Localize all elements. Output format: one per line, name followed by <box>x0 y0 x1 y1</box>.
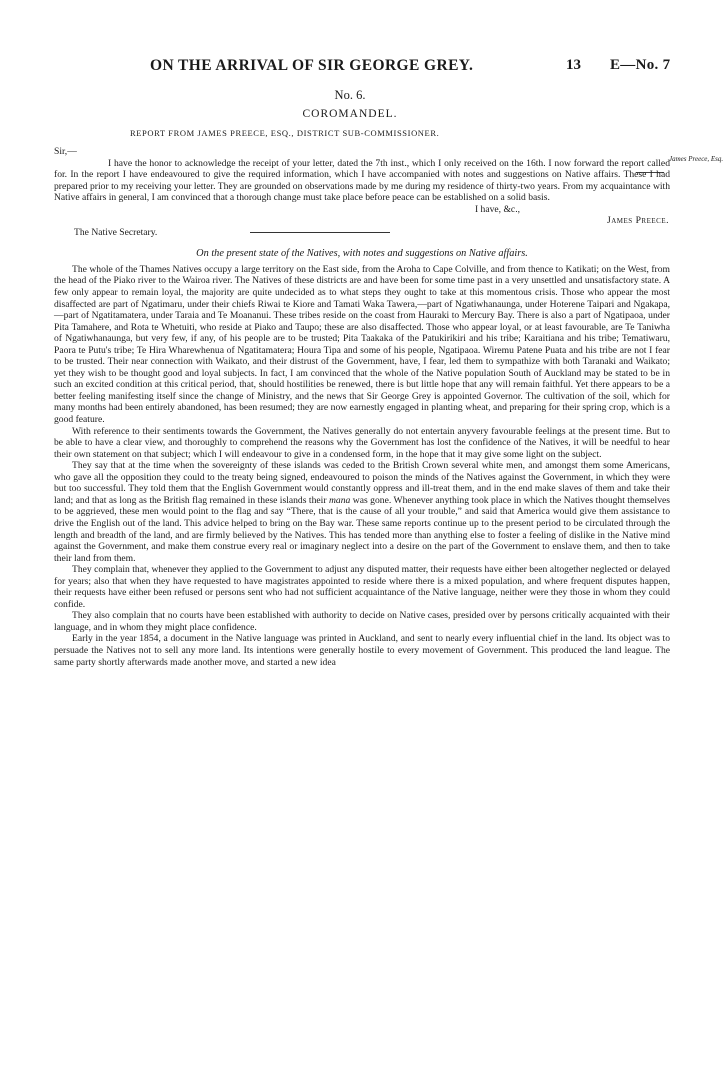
addressee: The Native Secretary. <box>74 226 158 238</box>
essay-paragraph-4: They complain that, whenever they applied to the Government to adjust any disputed matter, their requests have either been altogether neglected or delayed for years; also that when they have requested to have magistrates appointed to reside where there is a mixed population, and where frequent disputes happen, their requests have either been refused or persons sent who had not sufficient acquaintance of the Native language, neither were they those in whom they could confide. <box>54 564 670 610</box>
document-body <box>54 146 670 668</box>
essay-paragraph-3-mana: mana <box>328 494 351 506</box>
essay-paragraph-6: Early in the year 1854, a document in the Native language was printed in Auckland, and sent to nearly every influential chief in the land. Its object was to persuade the Natives not to sell any more land. Its intentions were generally hostile to every movement of Government. This produced the land league. The same party shortly afterwards made another move, and started a new idea <box>54 633 670 668</box>
essay-title: On the present state of the Natives, with notes and suggestions on Native affairs. <box>196 248 528 260</box>
essay-paragraph-3-part-1: They say that at the time when the sovereignty of these islands was ceded to the British Crown several white men, and amongst them some Americans, who gave all the opposition they could to the treaty being signed, endeavoured to poison the minds of the Natives against the Government, in which they were but too successful. They told them that the English Government would constantly oppress and ill-treat them, and in the end make slaves of them and take their land; and that as long as the British flag remained in these islands their <box>54 460 670 506</box>
essay-paragraph-2: With reference to their sentiments towards the Government, the Natives generally do not entertain anyvery favourable feelings at the present time. But to be able to have a clear view, and thoroughly to comprehend the reasons why the Government has lost the confidence of the Natives, it will be needful to hear their own statement on that subject; which I will endeavour to give in a condensed form, in the hope that it may give some light on the subject. <box>54 425 670 460</box>
document-number: No. 6. <box>334 88 366 102</box>
series-code: E—No. 7 <box>610 57 671 73</box>
margin-note: James Preece, Esq. <box>669 155 723 163</box>
letter-paragraph: I have the honor to acknowledge the receipt of your letter, dated the 7th inst., which I only received on the 16th. I now forward the report called for. In the report I have endeavoured to give the required information, which I have accompanied with notes and suggestions on Native affairs. These I had prepared prior to my receiving your letter. They are grounded on observations made by me during my residence of thirty-two years. From my acquaintance with Native affairs in general, I am convinced that a thorough change must take place before peace can be established on a solid basis. <box>54 157 670 204</box>
closing: I have, &c., <box>474 203 520 215</box>
running-header-title: ON THE ARRIVAL OF SIR GEORGE GREY. <box>150 57 474 74</box>
essay-paragraph-1: The whole of the Thames Natives occupy a large territory on the East side, from the Aroha to Cape Colville, and from thence to Katikati; on the West, from the head of the Piako river to the Wairoa river. The Natives of these districts are and have been for some time past in a very unsettled and unsatisfactory state. A few only appear to remain loyal, the majority are quite undecided as to what steps they ought to take at this momentous crisis. Those who appear the most disaffected are part of Ngatimaru, under their chiefs Riwai te Kiore and Tamati Waka Tawera,—part of Ngatiwhanaunga, under Hoterene Taipari and Ngakapa,—part of Ngatitamatera, under Taraia and Te Moananui. These tribes reside on the coast from Hauraki to Mercury Bay. There is also a part of Ngatipaoa, under Pita Tamahere, and Rota te Whetuiti, who reside at Piako and Taupo; these are also disaffected. Those who appear loyal, or at least favourable, are Te Taniwha of Ngatiwhanaunga, but very few, if any, of his people are to be trusted; Pita Taakaka of the Patukirikiri and his tribe; Karaitiana and his tribe; Tematiwaru, Paora te Putu's tribe; Te Hira Wharewhenua of Ngatitamatera; Houra Tipa and some of his people, Ngatipaoa. Wiremu Patene Puata and his tribe are not I fear to be trusted. Their near connection with Waikato, and their distrust of the Government, have, I fear, led them to sympathize with both Taranaki and Waikato; yet they wish to be thought good and loyal subjects. In fact, I am convinced that the whole of the Native population South of Auckland may be stated to be in such an excited condition at this critical period, that, should hostilities be renewed, there is but little hope that any will remain faithful. Yet there appears to be a better feeling manifesting itself since the change of Ministry, and the news that Sir George Grey is appointed Governor. The cultivation of the soil, which for many months had been entirely abandoned, has been resumed; they are now earnestly engaged in planting wheat, and preparing for their spring crop, which is a good feature. <box>54 263 670 426</box>
report-heading: REPORT FROM JAMES PREECE, ESQ., DISTRICT SUB-COMMISSIONER. <box>130 128 440 138</box>
page-number: 13 <box>566 57 581 73</box>
essay-paragraph-3 <box>54 460 670 564</box>
signature: James Preece. <box>607 215 669 227</box>
salutation: Sir,— <box>54 146 77 157</box>
place-heading: COROMANDEL. <box>302 108 398 120</box>
essay-paragraph-3-part-2: was gone. Whenever anything took place in which the Natives thought themselves to be aggrieved, these men would point to the flag and say “There, that is the cause of all your trouble,” and said that America would give them assistance to drive the English out of the land. This advice helped to bring on the Bay war. These same reports continue up to the present period to be circulated through the length and breadth of the land, and are firmly believed by the Natives. This has tended more than anything else to foster a feeling of dislike in the Native mind against the Government, and make them construe every real or imaginary neglect into a desire on the part of the Government to enslave them, and then to take their land from them. <box>54 494 670 564</box>
essay-paragraph-5: They also complain that no courts have been established with authority to decide on Native cases, presided over by persons critically acquainted with their language, and in whom they might place confidence. <box>54 610 670 633</box>
section-divider <box>250 232 390 233</box>
